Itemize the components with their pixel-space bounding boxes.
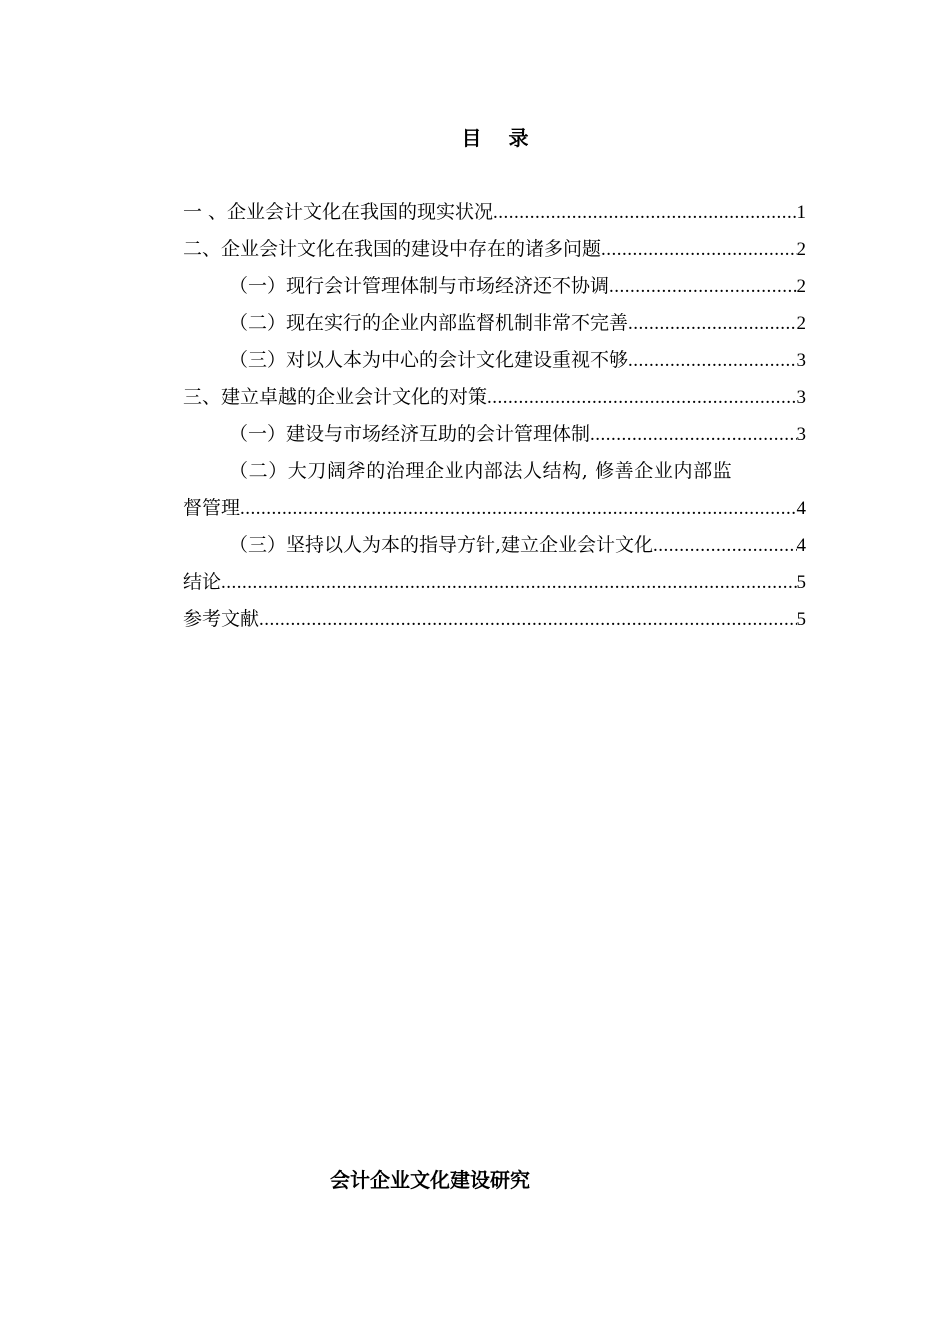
toc-entry-label: （二）现在实行的企业内部监督机制非常不完善 xyxy=(229,312,629,334)
toc-page-number: 4 xyxy=(796,535,806,556)
toc-page-number: 2 xyxy=(796,276,806,297)
toc-entry-label: 三、建立卓越的企业会计文化的对策 xyxy=(183,386,488,408)
toc-page-number: 4 xyxy=(796,498,806,519)
toc-title: 目 录 xyxy=(461,126,539,150)
toc-page-number: 2 xyxy=(796,239,806,260)
toc-leader-dots xyxy=(609,271,796,302)
table-of-contents xyxy=(183,197,806,641)
toc-entry[interactable] xyxy=(183,308,806,345)
toc-page-number: 1 xyxy=(796,202,806,223)
toc-leader-dots xyxy=(240,493,796,524)
toc-entry-label: 一 、企业会计文化在我国的现实状况 xyxy=(183,201,494,223)
toc-page-number: 5 xyxy=(796,609,806,630)
toc-page-number: 3 xyxy=(796,424,806,445)
toc-page-number: 5 xyxy=(796,572,806,593)
toc-entry-label: （一）建设与市场经济互助的会计管理体制 xyxy=(229,423,591,445)
toc-leader-dots xyxy=(628,308,796,339)
toc-entry[interactable] xyxy=(183,197,806,234)
toc-entry[interactable] xyxy=(183,567,806,604)
toc-leader-dots xyxy=(628,345,796,376)
toc-entry-wrapped-line[interactable]: （二）大刀阔斧的治理企业内部法人结构, 修善企业内部监 xyxy=(229,460,733,482)
toc-entry[interactable] xyxy=(183,382,806,419)
toc-entry[interactable] xyxy=(183,530,806,567)
toc-entry-label: 结论 xyxy=(183,571,222,593)
toc-page-number: 3 xyxy=(796,387,806,408)
toc-leader-dots xyxy=(259,604,796,635)
toc-leader-dots xyxy=(221,567,796,598)
toc-entry-label: 二、企业会计文化在我国的建设中存在的诸多问题 xyxy=(183,238,602,260)
toc-entry[interactable] xyxy=(183,271,806,308)
toc-page-number: 2 xyxy=(796,313,806,334)
document-heading: 会计企业文化建设研究 xyxy=(330,1168,530,1192)
toc-leader-dots xyxy=(487,382,796,413)
toc-leader-dots xyxy=(493,197,796,228)
toc-entry-label: （一）现行会计管理体制与市场经济还不协调 xyxy=(229,275,610,297)
toc-entry[interactable] xyxy=(183,604,806,641)
toc-page-number: 3 xyxy=(796,350,806,371)
toc-entry-label: （三）坚持以人为本的指导方针,建立企业会计文化 xyxy=(229,534,654,556)
toc-entry[interactable] xyxy=(183,234,806,271)
toc-entry[interactable] xyxy=(183,345,806,382)
toc-leader-dots xyxy=(590,419,796,450)
toc-entry-label: （三）对以人本为中心的会计文化建设重视不够 xyxy=(229,349,629,371)
toc-entry[interactable] xyxy=(183,419,806,456)
toc-leader-dots xyxy=(601,234,796,265)
toc-entry-label: 参考文献 xyxy=(183,608,260,630)
toc-entry-label: 督管理 xyxy=(183,497,241,519)
toc-leader-dots xyxy=(653,530,796,561)
toc-entry[interactable] xyxy=(183,493,806,530)
